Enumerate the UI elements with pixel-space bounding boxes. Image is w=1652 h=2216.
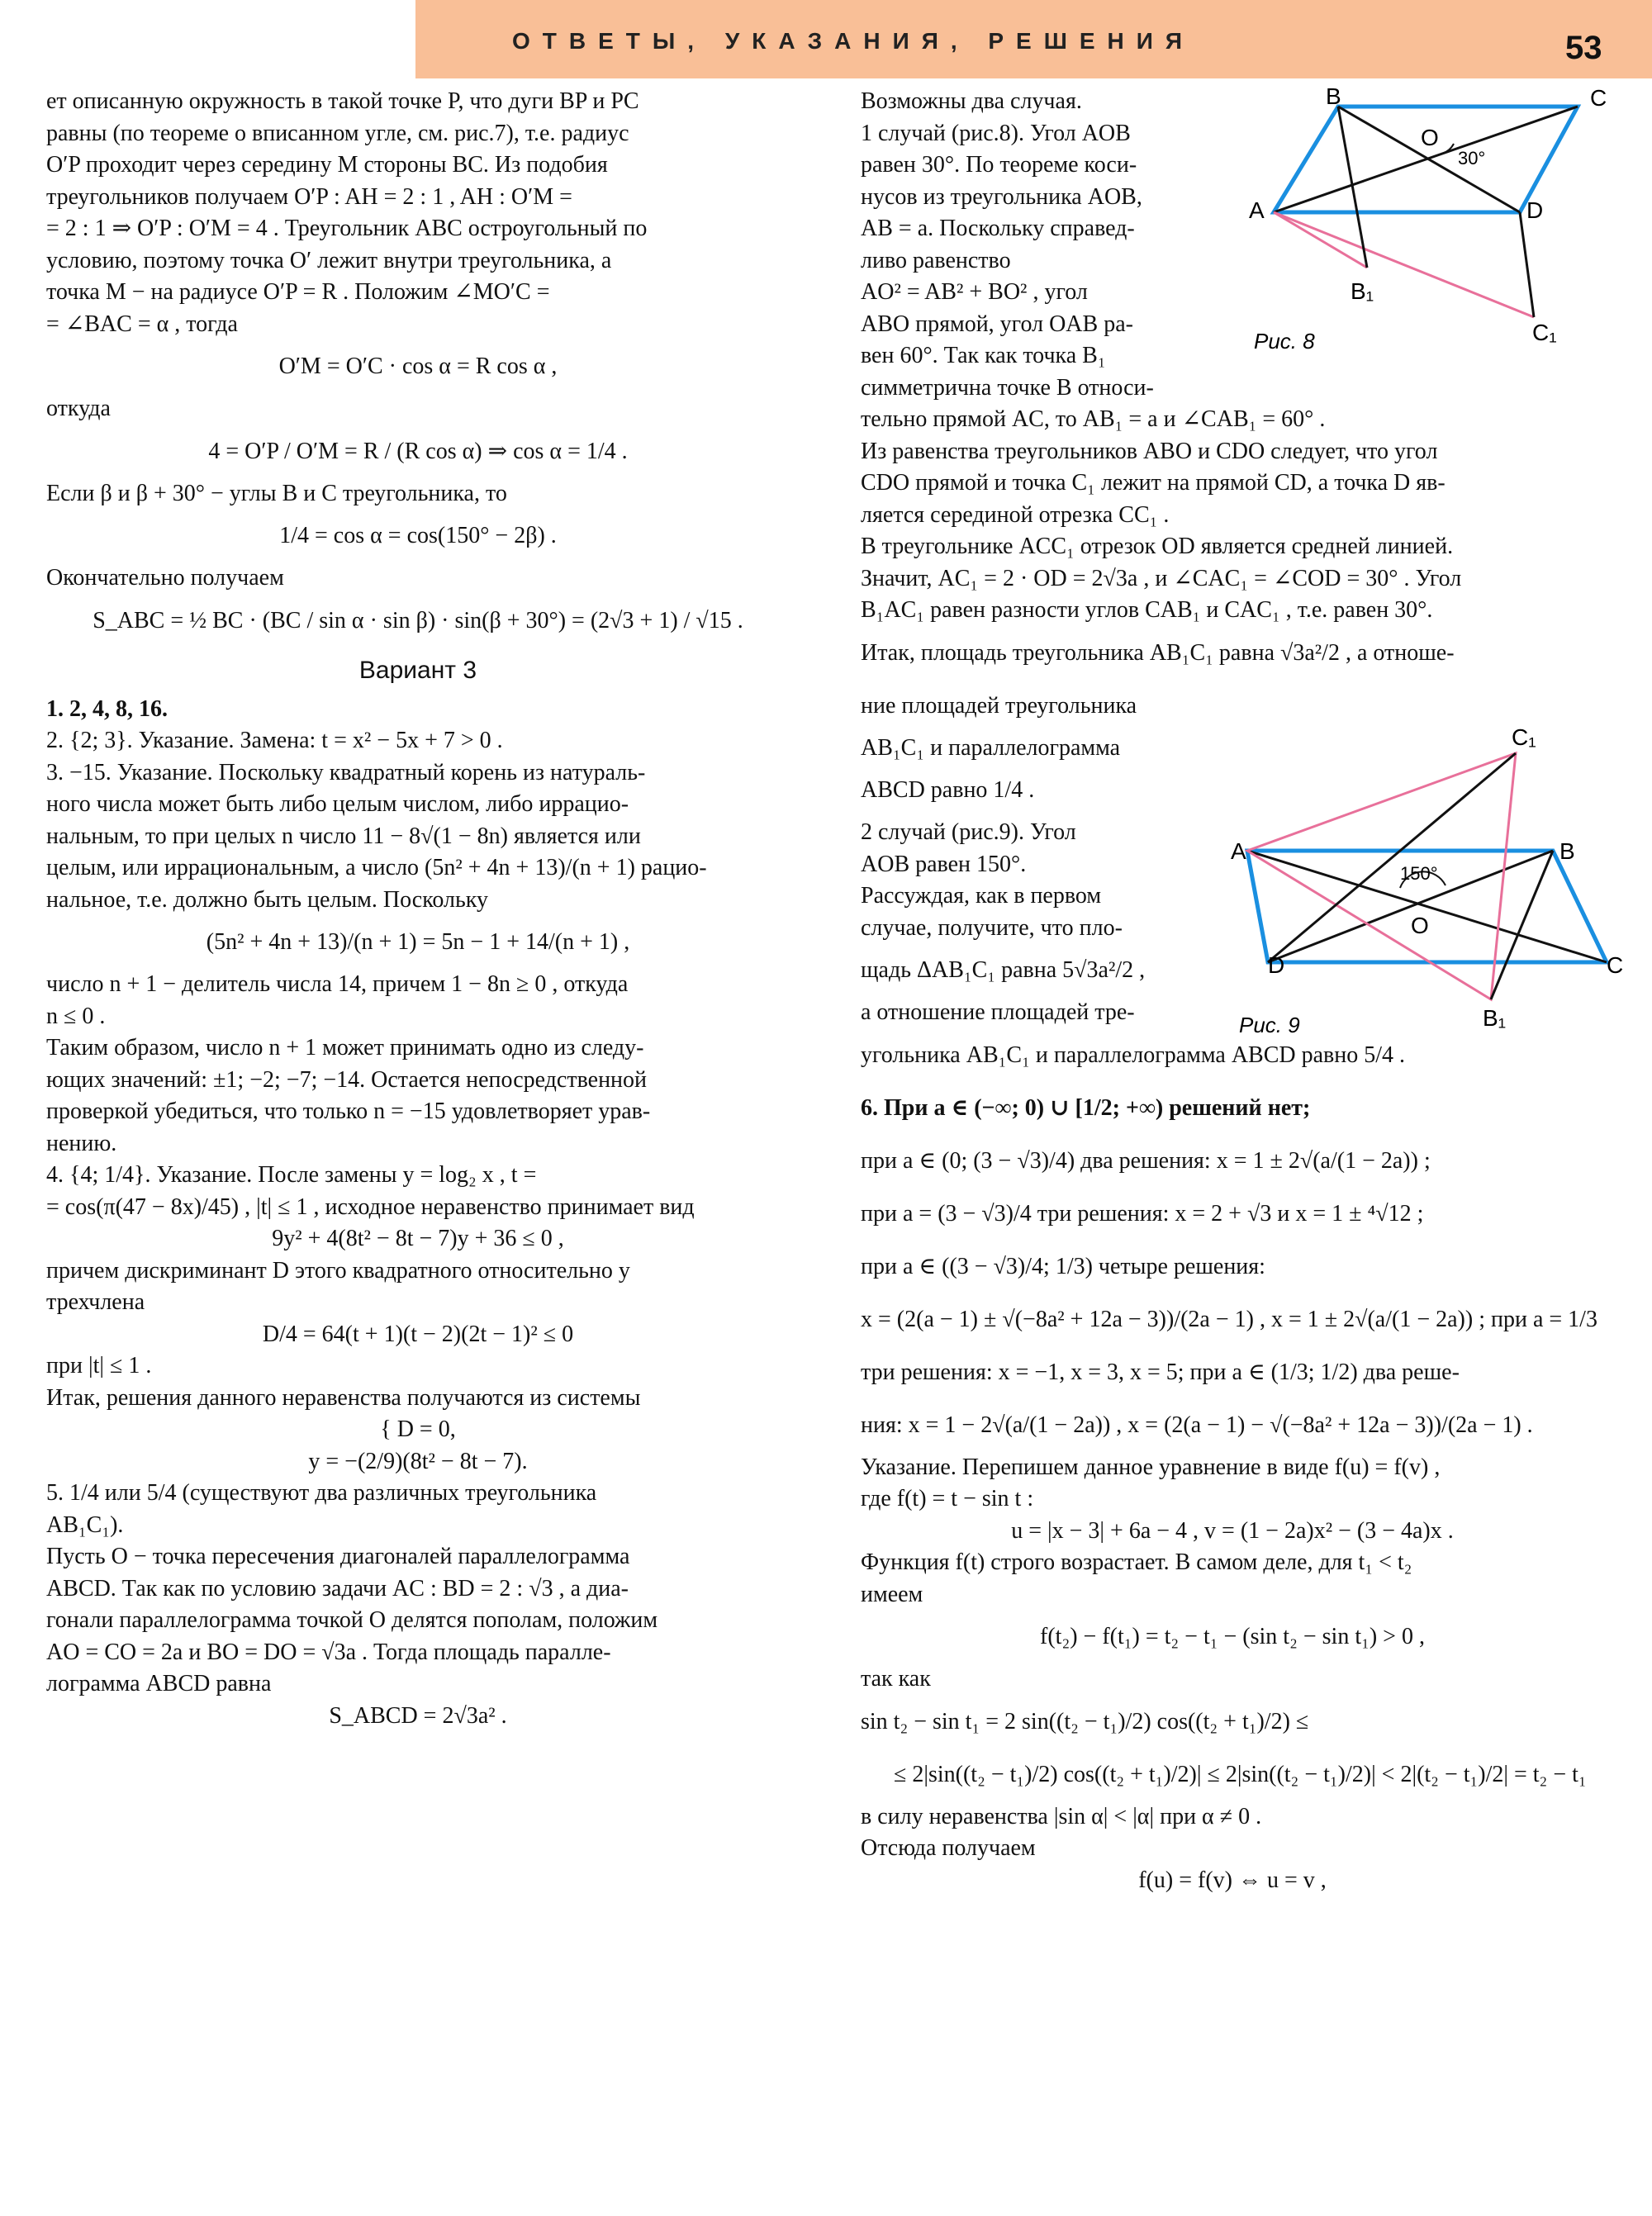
label-c: C — [1607, 952, 1624, 978]
text-line: В треугольнике ACC₁ отрезок OD является средней линией. — [861, 534, 1454, 559]
text-line: 1 случай (рис.8). Угол AOB — [861, 120, 1131, 146]
text-line: Таким образом, число n + 1 может принимать одно из следу- — [46, 1035, 644, 1061]
formula: S_ABCD = 2√3a² . — [329, 1702, 507, 1729]
segment-d-c1 — [1520, 212, 1534, 317]
answer-1: 1. 2, 4, 8, 16. — [46, 695, 168, 722]
text-line: проверкой убедиться, что только n = −15 удовлетворяет урав- — [46, 1099, 651, 1124]
text-line: = cos(π(47 − 8x)/45) , |t| ≤ 1 , исходное неравенство принимает вид — [46, 1193, 695, 1220]
text-line: угольника AB₁C₁ и параллелограмма ABCD равно 5/4 . — [861, 1042, 1406, 1068]
variant-heading: Вариант 3 — [358, 656, 477, 684]
text-line: при a ∈ ((3 − √3)/4; 1/3) четыре решения: — [861, 1253, 1265, 1279]
text-line: равен 30°. По теореме коси- — [861, 152, 1137, 178]
answer-5: 5. 1/4 или 5/4 (существуют два различных треугольника — [46, 1480, 597, 1506]
text-line: ABCD. Так как по условию задачи AC : BD = 2 : √3 , а диа- — [46, 1575, 629, 1601]
label-d: D — [1268, 952, 1285, 978]
label-angle: 30° — [1458, 148, 1486, 168]
diagonal-bd — [1338, 107, 1520, 212]
text-line: три решения: x = −1, x = 3, x = 5; при a ∈ (1/3; 1/2) два реше- — [861, 1359, 1460, 1385]
text-line: симметрична точке B относи- — [861, 374, 1154, 401]
text-line: ния: x = 1 − 2√(a/(1 − 2a)) , x = (2(a − 1) − √(−8a² + 12a − 3))/(2a − 1) . — [861, 1412, 1533, 1438]
formula: 4 = O′P / O′M = R / (R cos α) ⇒ cos α = 1/4 . — [208, 438, 628, 464]
text-line: равны (по теореме о вписанном угле, см. рис.7), т.е. радиус — [46, 120, 629, 146]
text-line: = 2 : 1 ⇒ O′P : O′M = 4 . Треугольник ABC остроугольный по — [46, 216, 648, 241]
text-line: Если β и β + 30° − углы B и C треугольника, то — [46, 480, 507, 506]
label-a: A — [1249, 197, 1265, 223]
text-line: Возможны два случая. — [861, 88, 1082, 114]
text-line: при a ∈ (0; (3 − √3)/4) два решения: x = 1 ± 2√(a/(1 − 2a)) ; — [861, 1147, 1431, 1174]
label-c1: C₁ — [1512, 724, 1536, 750]
text-line: CDO прямой и точка C₁ лежит на прямой CD, а точка D яв- — [861, 470, 1446, 496]
text-line: при |t| ≤ 1 . — [46, 1353, 152, 1378]
text-line: нусов из треугольника AOB, — [861, 183, 1142, 210]
formula: (5n² + 4n + 13)/(n + 1) = 5n − 1 + 14/(n + 1) , — [206, 929, 630, 955]
formula: sin t₂ − sin t₁ = 2 sin((t₂ − t₁)/2) cos((t₂ + t₁)/2) ≤ — [861, 1708, 1309, 1734]
answer-4: 4. {4; 1/4}. Указание. После замены y = log₂ x , t = — [46, 1162, 537, 1188]
text-line: нению. — [46, 1130, 117, 1156]
text-line: Отсюда получаем — [861, 1835, 1036, 1861]
label-b: B — [1559, 838, 1575, 864]
text-line: Итак, площадь треугольника AB₁C₁ равна √3a²/2 , а отноше- — [861, 639, 1455, 666]
text-line: ного числа может быть либо целым числом, либо иррацио- — [46, 791, 629, 817]
figure-9 — [1231, 710, 1635, 1041]
text-line: Рассуждая, как в первом — [861, 883, 1102, 909]
text-line: точка M − на радиусе O′P = R . Положим ∠MO′C = — [46, 279, 550, 305]
text-line: при a = (3 − √3)/4 три решения: x = 2 + √3 и x = 1 ± ⁴√12 ; — [861, 1200, 1424, 1227]
text-line: 2 случай (рис.9). Угол — [861, 819, 1076, 845]
label-angle: 150° — [1400, 863, 1438, 884]
text-line: целым, или иррациональным, а число (5n² + 4n + 13)/(n + 1) рацио- — [46, 855, 707, 880]
figure-9-caption: Рис. 9 — [1239, 1013, 1300, 1037]
text-line: трехчлена — [46, 1289, 145, 1315]
text-line: AB₁C₁). — [46, 1511, 124, 1538]
system-line: y = −(2/9)(8t² − 8t − 7). — [308, 1448, 528, 1474]
label-o: O — [1411, 913, 1429, 938]
formula: ≤ 2|sin((t₂ − t₁)/2) cos((t₂ + t₁)/2)| ≤ 2|sin((t₂ − t₁)/2)| < 2|(t₂ − t₁)/2| = t₂ − t₁ — [894, 1761, 1587, 1787]
text-line: ляется серединой отрезка CC₁ . — [861, 501, 1170, 528]
label-o: O — [1421, 125, 1439, 150]
text-line: Итак, решения данного неравенства получаются из системы — [46, 1384, 641, 1411]
label-d: D — [1526, 197, 1544, 223]
label-b: B — [1326, 86, 1341, 109]
text-line: условию, поэтому точка O′ лежит внутри треугольника, а — [46, 247, 612, 273]
figure-8 — [1239, 86, 1627, 375]
answer-2: 2. {2; 3}. Указание. Замена: t = x² − 5x + 7 > 0 . — [46, 728, 503, 753]
answer-3: 3. −15. Указание. Поскольку квадратный корень из натураль- — [46, 759, 646, 785]
text-line: щадь ΔAB₁C₁ равна 5√3a²/2 , — [861, 957, 1146, 983]
text-line: лограмма ABCD равна — [46, 1671, 272, 1696]
formula: 1/4 = cos α = cos(150° − 2β) . — [279, 523, 557, 548]
text-line: причем дискриминант D этого квадратного относительно y — [46, 1257, 630, 1284]
text-line: ет описанную окружность в такой точке P, что дуги BP и PC — [46, 88, 639, 114]
text-line: AO = CO = 2a и BO = DO = √3a . Тогда площадь паралле- — [46, 1639, 611, 1665]
formula: D/4 = 64(t + 1)(t − 2)(2t − 1)² ≤ 0 — [262, 1321, 574, 1347]
label-b1: B₁ — [1351, 278, 1374, 304]
text-line: гонали параллелограмма точкой O делятся пополам, положим — [46, 1607, 658, 1633]
text-line: ABCD равно 1/4 . — [861, 777, 1035, 803]
formula: u = |x − 3| + 6a − 4 , v = (1 − 2a)x² − (3 − 4a)x . — [1011, 1517, 1454, 1544]
text-line: тельно прямой AC, то AB₁ = a и ∠CAB₁ = 60° . — [861, 406, 1326, 432]
text-line: нальное, т.е. должно быть целым. Поскольку — [46, 886, 488, 913]
text-line: ние площадей треугольника — [861, 692, 1137, 719]
text-line: AOB равен 150°. — [861, 851, 1027, 877]
diagonal-ac — [1274, 107, 1578, 212]
text-line: AB₁C₁ и параллелограмма — [861, 734, 1121, 761]
text-line: ливо равенство — [861, 247, 1011, 273]
text-line: O′P проходит через середину M стороны BC. Из подобия — [46, 152, 608, 178]
formula: O′M = O′C · cos α = R cos α , — [278, 354, 558, 379]
text-line: Указание. Перепишем данное уравнение в виде f(u) = f(v) , — [861, 1454, 1441, 1480]
text-line: n ≤ 0 . — [46, 1003, 106, 1029]
text-line: Значит, AC₁ = 2 · OD = 2√3a , и ∠CAC₁ = ∠COD = 30° . Угол — [861, 565, 1462, 591]
text-line: а отношение площадей тре- — [861, 999, 1135, 1025]
system-line: { D = 0, — [380, 1416, 456, 1442]
running-header-title: ОТВЕТЫ, УКАЗАНИЯ, РЕШЕНИЯ — [512, 28, 1195, 54]
figure-8-caption: Рис. 8 — [1254, 329, 1315, 354]
text-line: AO² = AB² + BO² , угол — [861, 279, 1088, 305]
text-line: треугольников получаем O′P : AH = 2 : 1 , AH : O′M = — [46, 183, 572, 210]
text-line: ABO прямой, угол OAB ра- — [861, 311, 1133, 337]
formula: S_ABC = ½ BC · (BC / sin α · sin β) · sin(β + 30°) = (2√3 + 1) / √15 . — [93, 607, 743, 633]
text-line: AB = a. Поскольку справед- — [861, 216, 1135, 241]
segment-b-b1 — [1491, 851, 1553, 999]
text-line: так как — [861, 1666, 931, 1692]
left-column — [46, 86, 790, 1732]
text-line: имеем — [861, 1581, 923, 1607]
text-line: Из равенства треугольников ABO и CDO следует, что угол — [861, 438, 1438, 464]
text-line: Окончательно получаем — [46, 565, 284, 591]
text-line: Пусть O − точка пересечения диагоналей параллелограмма — [46, 1544, 630, 1569]
page-number: 53 — [1565, 30, 1602, 66]
formula: 9y² + 4(8t² − 8t − 7)y + 36 ≤ 0 , — [272, 1226, 564, 1251]
label-c1: C₁ — [1532, 320, 1557, 345]
formula: f(u) = f(v) ⇔ u = v , — [1138, 1867, 1327, 1893]
text-line: вен 60°. Так как точка B₁ — [861, 343, 1106, 368]
text-line: = ∠BAC = α , тогда — [46, 311, 238, 337]
label-c: C — [1590, 86, 1607, 111]
segment-d-c1 — [1268, 753, 1516, 962]
text-line: в силу неравенства |sin α| < |α| при α ≠ 0 . — [861, 1803, 1262, 1829]
text-line: ющих значений: ±1; −2; −7; −14. Остается непосредственной — [46, 1066, 648, 1093]
text-line: Функция f(t) строго возрастает. В самом деле, для t₁ < t₂ — [861, 1549, 1412, 1575]
formula: f(t₂) − f(t₁) = t₂ − t₁ − (sin t₂ − sin t₁) > 0 , — [1040, 1624, 1425, 1649]
text-line: где f(t) = t − sin t : — [861, 1486, 1034, 1511]
text-line: B₁AC₁ равен разности углов CAB₁ и CAC₁ , т.е. равен 30°. — [861, 597, 1433, 623]
segment-a-b1 — [1274, 212, 1367, 268]
segment-a-c1 — [1274, 212, 1534, 317]
text-line: откуда — [46, 396, 111, 421]
text-line: x = (2(a − 1) ± √(−8a² + 12a − 3))/(2a − 1) , x = 1 ± 2√(a/(1 − 2a)) ; при a = 1/3 — [861, 1306, 1597, 1332]
label-b1: B₁ — [1483, 1005, 1507, 1031]
answer-6: 6. При a ∈ (−∞; 0) ∪ [1/2; +∞) решений нет; — [861, 1094, 1311, 1121]
text-line: случае, получите, что пло- — [861, 914, 1123, 941]
text-line: число n + 1 − делитель числа 14, причем 1 − 8n ≥ 0 , откуда — [46, 971, 629, 997]
text-line: нальным, то при целых n число 11 − 8√(1 − 8n) является или — [46, 823, 641, 849]
label-a: A — [1231, 838, 1246, 864]
